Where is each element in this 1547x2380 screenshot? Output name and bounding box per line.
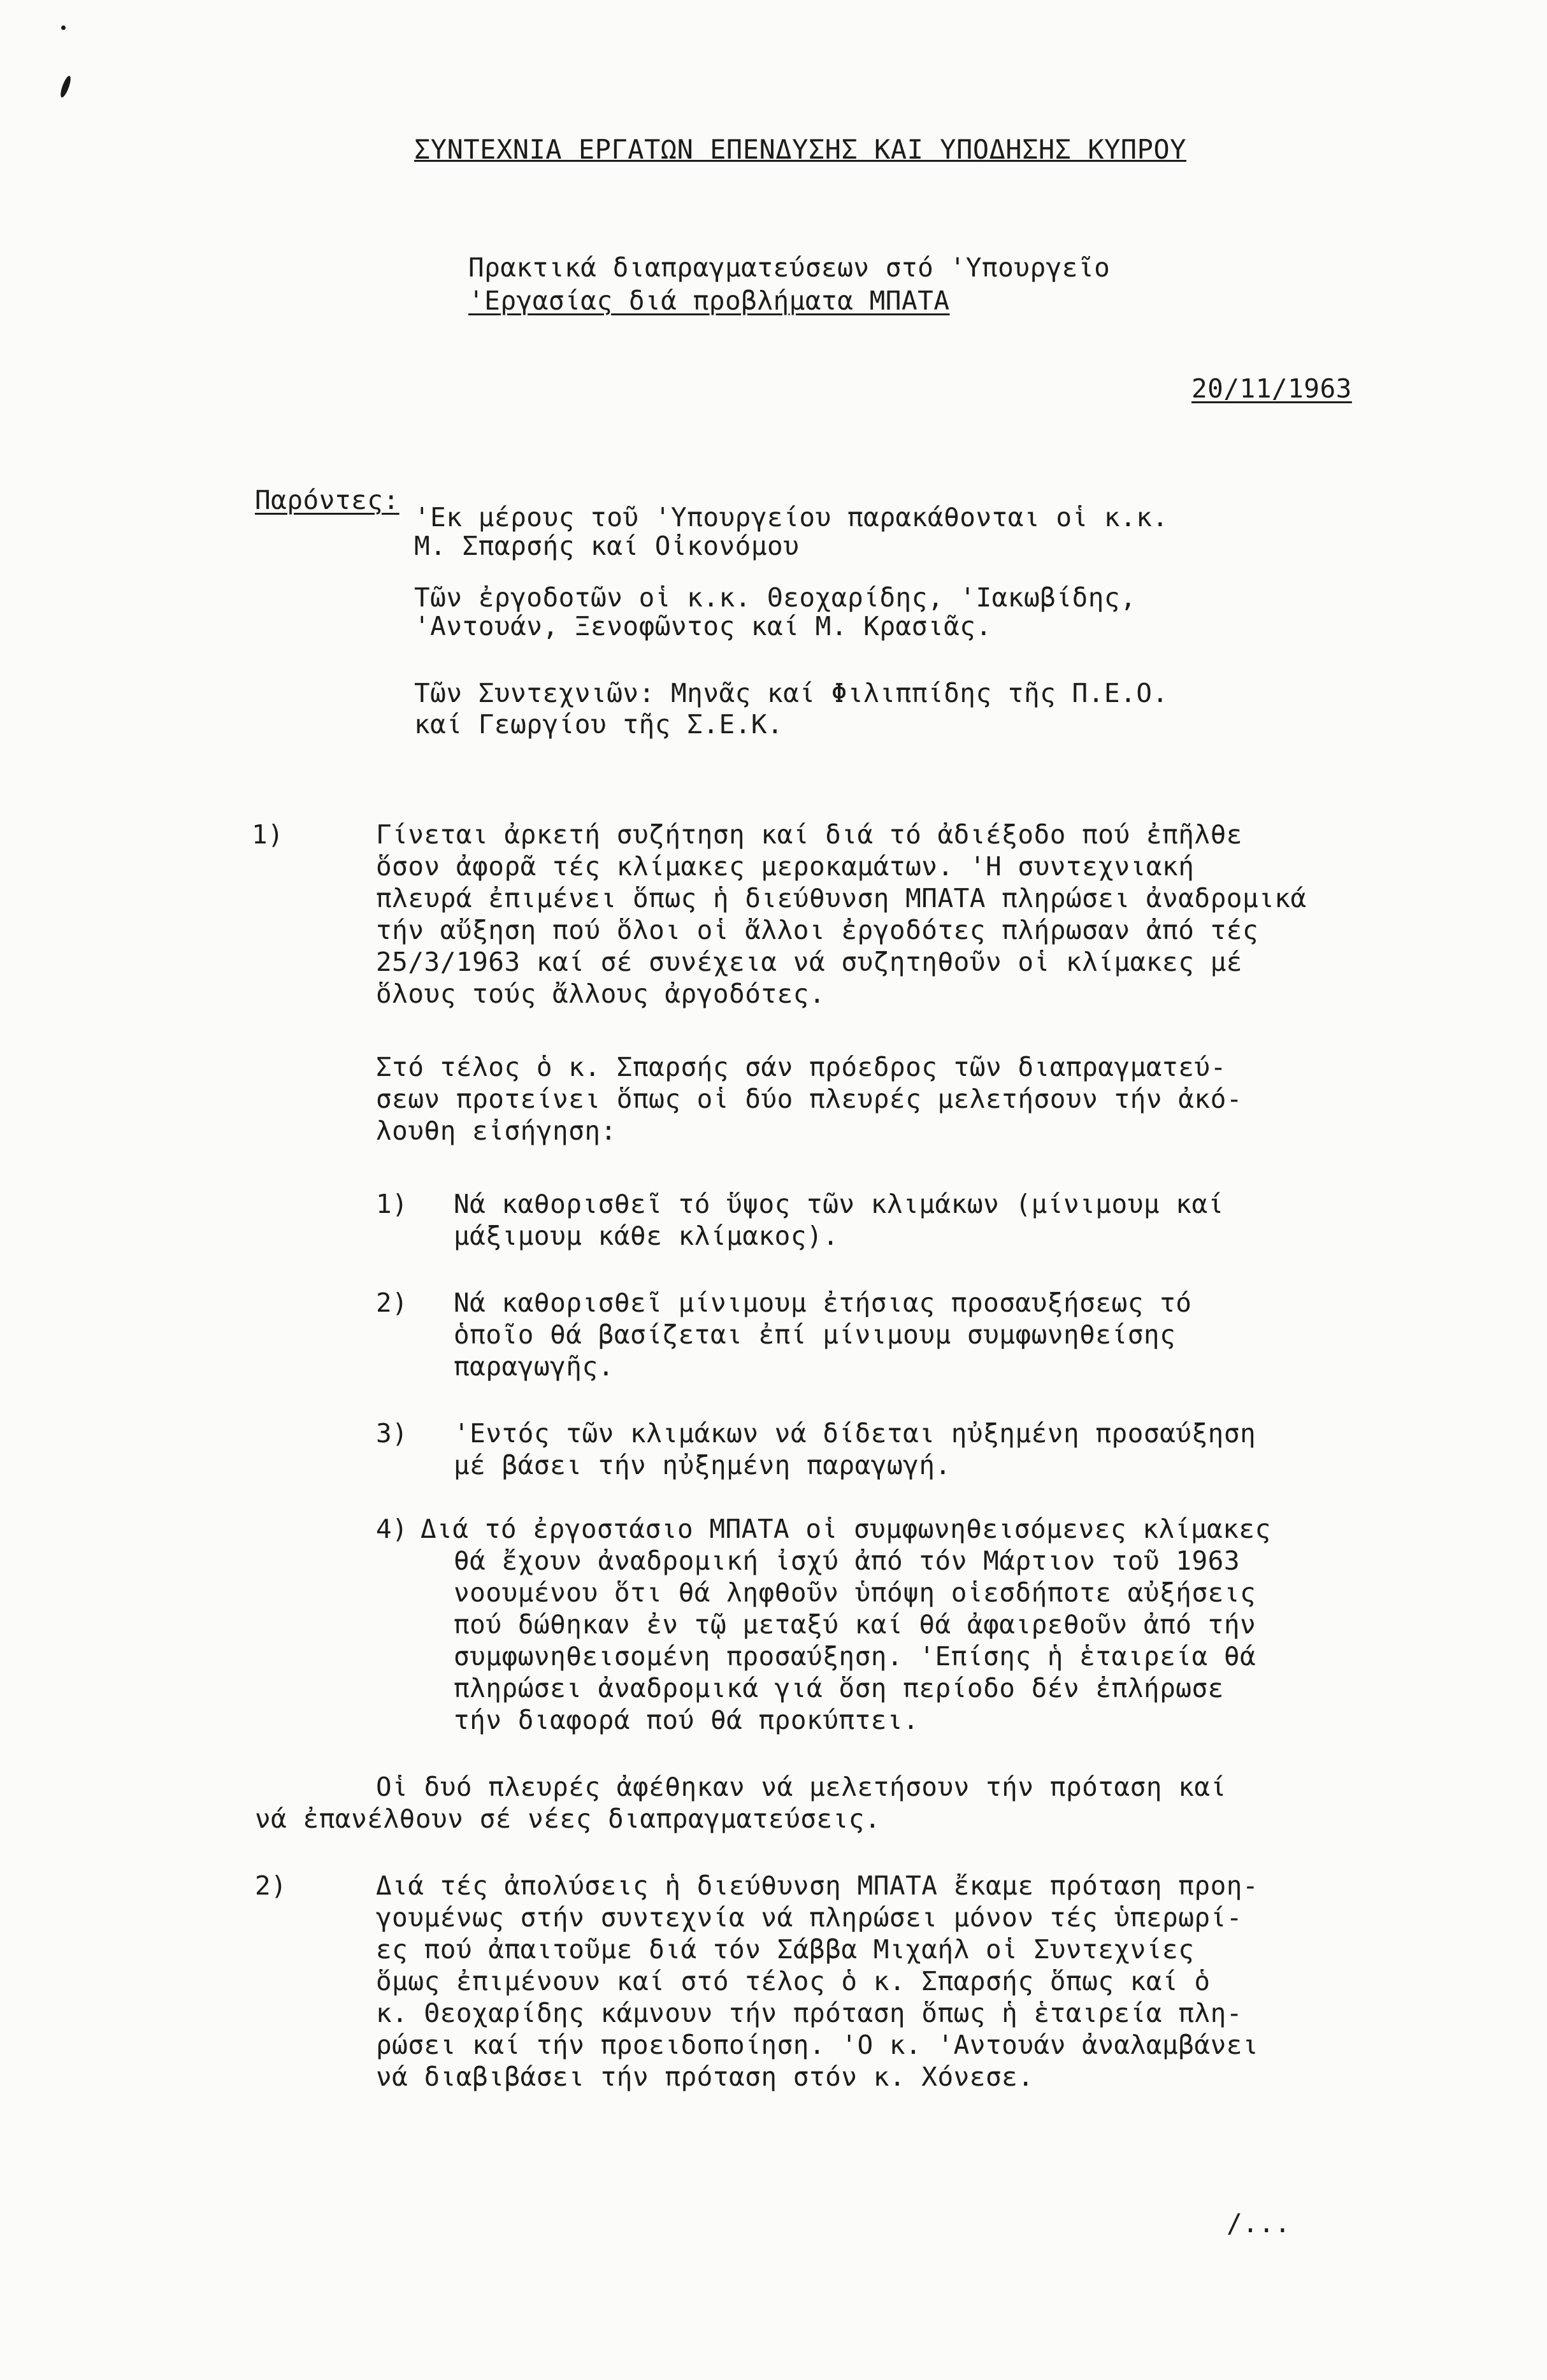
paragraph-line: Διά τές ἀπολύσεις ἡ διεύθυνση ΜΠΑΤΑ ἔκαμε πρόταση προη-: [376, 1870, 1259, 1901]
item-line: τήν διαφορά πού θά προκύπτει.: [454, 1705, 919, 1735]
closing-line: Οἱ δυό πλευρές ἀφέθηκαν νά μελετήσουν τήν πρόταση καί: [376, 1772, 1227, 1802]
item-number: 2): [376, 1287, 408, 1318]
item-line: Νά καθορισθεῖ τό ὕψος τῶν κλιμάκων (μίνιμουμ καί: [454, 1189, 1224, 1219]
item-line: 'Εντός τῶν κλιμάκων νά δίδεται ηὐξημένη προσαύξηση: [454, 1418, 1256, 1449]
subtitle-line-1: Πρακτικά διαπραγματεύσεων στό 'Υπουργεῖο: [468, 252, 1111, 283]
item-number: 4): [376, 1514, 408, 1544]
proposal-line: λουθη εἰσήγηση:: [376, 1115, 617, 1146]
present-ministry-line-2: Μ. Σπαρσής καί Οἰκονόμου: [414, 531, 800, 561]
item-line: Διά τό ἐργοστάσιο ΜΠΑΤΑ οἱ συμφωνηθεισόμενες κλίμακες: [421, 1514, 1271, 1544]
section-2-number: 2): [255, 1870, 287, 1901]
paragraph-line: ὅμως ἐπιμένουν καί στό τέλος ὁ κ. Σπαρσής ὅπως καί ὁ: [376, 1966, 1211, 1996]
paragraph-line: πλευρά ἐπιμένει ὅπως ἡ διεύθυνση ΜΠΑΤΑ πληρώσει ἀναδρομικά: [376, 883, 1307, 914]
item-line: μέ βάσει τήν ηὐξημένη παραγωγή.: [454, 1450, 951, 1480]
paragraph-line: ρώσει καί τήν προειδοποίηση. 'Ο κ. 'Αντουάν ἀναλαμβάνει: [376, 2030, 1259, 2060]
present-employers-line-1: Τῶν ἐργοδοτῶν οἱ κ.κ. Θεοχαρίδης, 'Ιακωβίδης,: [414, 582, 1137, 613]
paragraph-line: Γίνεται ἀρκετή συζήτηση καί διά τό ἀδιέξοδο πού ἐπῆλθε: [376, 819, 1242, 850]
proposal-line: σεων προτείνει ὅπως οἱ δύο πλευρές μελετήσουν τήν ἀκό-: [376, 1084, 1242, 1114]
present-label: Παρόντες:: [255, 485, 399, 515]
item-line: συμφωνηθεισομένη προσαύξηση. 'Επίσης ἡ ἑταιρεία θά: [454, 1641, 1256, 1672]
item-line: παραγωγῆς.: [454, 1351, 614, 1382]
proposal-line: Στό τέλος ὁ κ. Σπαρσής σάν πρόεδρος τῶν διαπραγματεύ-: [376, 1052, 1227, 1082]
item-line: πληρώσει ἀναδρομικά γιά ὅση περίοδο δέν ἐπλήρωσε: [454, 1673, 1224, 1703]
paragraph-line: κ. Θεοχαρίδης κάμνουν τήν πρόταση ὅπως ἡ ἑταιρεία πλη-: [376, 1998, 1242, 2028]
paragraph-line: ὅσον ἀφορᾶ τές κλίμακες μεροκαμάτων. 'Η συντεχνιακή: [376, 851, 1195, 882]
item-number: 1): [376, 1189, 408, 1219]
continuation-mark: /...: [1227, 2208, 1291, 2239]
item-line: νοουμένου ὅτι θά ληφθοῦν ὑπόψη οἱεσδήποτε αὐξήσεις: [454, 1577, 1256, 1608]
item-line: μάξιμουμ κάθε κλίμακος).: [454, 1221, 839, 1251]
item-line: ὁποῖο θά βασίζεται ἐπί μίνιμουμ συμφωνηθείσης: [454, 1319, 1176, 1350]
ink-dot: [61, 25, 66, 30]
ink-mark: [59, 75, 73, 98]
section-1-number: 1): [252, 819, 284, 850]
present-unions-line-2: καί Γεωργίου τῆς Σ.Ε.Κ.: [414, 709, 784, 740]
paragraph-line: νά διαβιβάσει τήν πρόταση στόν κ. Χόνεσε.: [376, 2061, 1034, 2092]
item-line: θά ἔχουν ἀναδρομική ἰσχύ ἀπό τόν Μάρτιον τοῦ 1963: [454, 1545, 1241, 1576]
present-unions-line-1: Τῶν Συντεχνιῶν: Μηνᾶς καί Φιλιππίδης τῆς Π.Ε.Ο.: [414, 678, 1169, 708]
paragraph-line: τήν αὔξηση πού ὅλοι οἱ ἄλλοι ἐργοδότες πλήρωσαν ἀπό τές: [376, 915, 1259, 945]
item-line: πού δώθηκαν ἐν τῷ μεταξύ καί θά ἀφαιρεθοῦν ἀπό τήν: [454, 1609, 1256, 1640]
closing-line: νά ἐπανέλθουν σέ νέες διαπραγματεύσεις.: [255, 1803, 881, 1834]
present-ministry-line-1: 'Εκ μέρους τοῦ 'Υπουργείου παρακάθονται οἱ κ.κ.: [414, 502, 1169, 533]
paragraph-line: ες πού ἀπαιτοῦμε διά τόν Σάββα Μιχαήλ οἱ Συντεχνίες: [376, 1934, 1195, 1965]
paragraph-line: ὅλους τούς ἄλλους ἀργοδότες.: [376, 979, 826, 1009]
item-number: 3): [376, 1418, 408, 1449]
item-line: Νά καθορισθεῖ μίνιμουμ ἐτήσιας προσαυξήσεως τό: [454, 1287, 1192, 1318]
document-date: 20/11/1963: [1191, 373, 1352, 404]
paragraph-line: γουμένως στήν συντεχνία νά πληρώσει μόνον τές ὑπερωρί-: [376, 1902, 1242, 1933]
present-employers-line-2: 'Αντουάν, Ξενοφῶντος καί Μ. Κρασιᾶς.: [414, 611, 992, 642]
paragraph-line: 25/3/1963 καί σέ συνέχεια νά συζητηθοῦν οἱ κλίμακες μέ: [376, 947, 1242, 977]
document-title: ΣΥΝΤΕΧΝΙΑ ΕΡΓΑΤΩΝ ΕΠΕΝΔΥΣΗΣ ΚΑΙ ΥΠΟΔΗΣΗΣ ΚΥΠΡΟΥ: [414, 134, 1186, 165]
subtitle-line-2: 'Εργασίας διά προβλήματα ΜΠΑΤΑ: [468, 285, 950, 316]
